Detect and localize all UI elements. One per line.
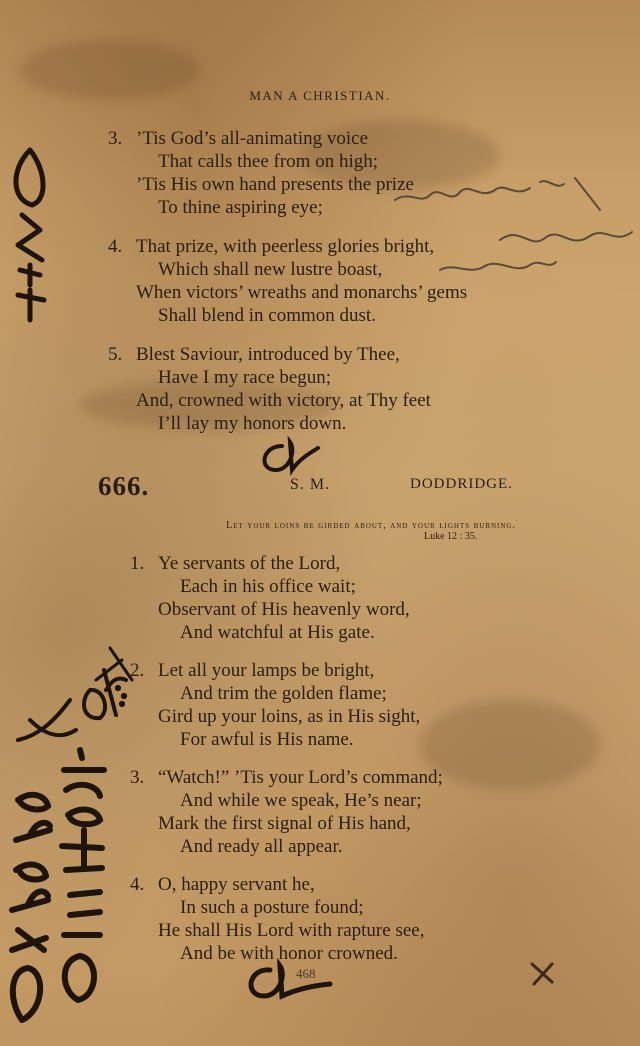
verse-line: I’ll lay my honors down. bbox=[158, 413, 347, 434]
verse-line: Have I my race begun; bbox=[158, 367, 332, 388]
hymn-author: DODDRIDGE. bbox=[410, 476, 513, 492]
handwriting-ok-here bbox=[12, 795, 50, 1020]
verse-line: When victors’ wreaths and monarchs’ gems bbox=[136, 282, 468, 303]
verse-line: And trim the golden flame; bbox=[180, 683, 387, 704]
verse-line: Ye servants of the Lord, bbox=[158, 553, 341, 574]
verse-line: ’Tis God’s all-animating voice bbox=[136, 128, 369, 149]
handwriting-a-mid bbox=[265, 442, 318, 470]
stanza-number: 3. bbox=[108, 128, 123, 149]
verse-line: Gird up your loins, as in His sight, bbox=[158, 706, 421, 727]
handwriting-omit bbox=[16, 150, 44, 320]
verse-line: To thine aspiring eye; bbox=[158, 197, 323, 218]
handwriting-a-bottom bbox=[251, 966, 330, 996]
stanza-number: 2. bbox=[130, 660, 145, 681]
verse-line: That prize, with peerless glories bright, bbox=[136, 236, 435, 257]
verse-line: Shall blend in common dust. bbox=[158, 305, 376, 326]
verse-line: “Watch!” ’Tis your Lord’s command; bbox=[158, 767, 443, 788]
verse-line: Each in his office wait; bbox=[180, 576, 356, 597]
verse-line: O, happy servant he, bbox=[158, 874, 315, 895]
stanza-number: 4. bbox=[108, 236, 123, 257]
verse-line: He shall His Lord with rapture see, bbox=[158, 920, 425, 941]
handwriting-twist bbox=[440, 232, 632, 270]
stanza-number: 4. bbox=[130, 874, 145, 895]
stain bbox=[420, 700, 600, 790]
verse-line: And ready all appear. bbox=[180, 836, 343, 857]
verse-line: Mark the first signal of His hand, bbox=[158, 813, 411, 834]
stanza-number: 1. bbox=[130, 553, 145, 574]
verse-line: For awful is His name. bbox=[180, 729, 354, 750]
verse-line: Blest Saviour, introduced by Thee, bbox=[136, 344, 400, 365]
verse-line: And watchful at His gate. bbox=[180, 622, 375, 643]
handwriting-omitted bbox=[62, 750, 104, 1000]
hymn-number: 666. bbox=[98, 471, 150, 501]
verse-line: And, crowned with victory, at Thy feet bbox=[136, 390, 431, 411]
verse-line: That calls thee from on high; bbox=[158, 151, 379, 172]
handwriting-x bbox=[532, 964, 552, 984]
verse-line: Which shall new lustre boast, bbox=[158, 259, 383, 280]
epigraph: Let your loins be girded about, and your lights burning. bbox=[226, 520, 516, 531]
verse-line: ’Tis His own hand presents the prize bbox=[136, 174, 414, 195]
verse-line: And be with honor crowned. bbox=[180, 943, 398, 964]
verse-line: In such a posture found; bbox=[180, 897, 364, 918]
running-head: MAN A CHRISTIAN. bbox=[249, 88, 391, 103]
hymn-meter: S. M. bbox=[290, 476, 331, 493]
verse-line: Observant of His heavenly word, bbox=[158, 599, 410, 620]
verse-line: Let all your lamps be bright, bbox=[158, 660, 375, 681]
scripture-reference: Luke 12 : 35. bbox=[424, 531, 478, 542]
verse-line: And while we speak, He’s near; bbox=[180, 790, 422, 811]
stanza-number: 5. bbox=[108, 344, 123, 365]
handwriting-check bbox=[96, 648, 132, 706]
page-number: 468 bbox=[296, 966, 316, 981]
handwriting-ver bbox=[18, 670, 126, 740]
stanza-number: 3. bbox=[130, 767, 145, 788]
